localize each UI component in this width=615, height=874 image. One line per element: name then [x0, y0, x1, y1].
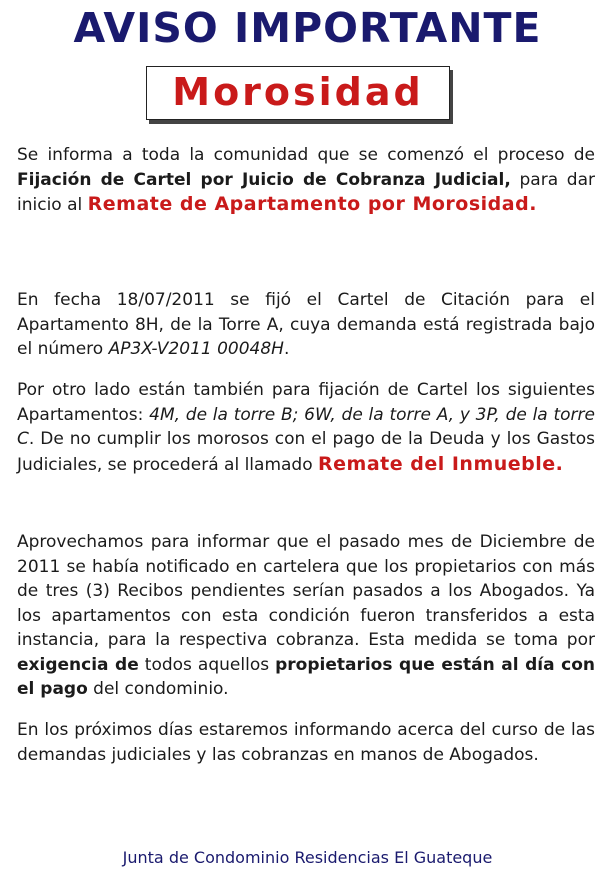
intro-highlight: Remate de Apartamento por Morosidad.: [87, 193, 537, 215]
paragraph-lawyers: [17, 530, 595, 702]
paragraph-citation: [17, 288, 595, 362]
lawyers-text-2: todos aquellos: [138, 654, 276, 675]
lawyers-emphasis-2: propietarios que están al día con el pago: [17, 654, 595, 699]
notice-subtitle: Morosidad: [172, 70, 424, 114]
intro-process-name: Fijación de Cartel por Juicio de Cobranza Judicial,: [17, 169, 511, 190]
citation-end: .: [283, 339, 290, 359]
lawyers-text: Aprovechamos para informar que el pasado mes de Diciembre de 2011 se había notificado en cartelera que los propietarios con más de tres (3) Recibos pendientes serían pasados a los Abogados. Ya los apartamentos con esta condición fueron transferidos a esta instancia, para la respectiva cobranza. Esta medida se toma por: [17, 532, 595, 650]
case-number: AP3X-V2011 00048H: [108, 339, 284, 359]
closing-text: En los próximos días estaremos informando acerca del curso de las demandas judiciales y las cobranzas en manos de Abogados.: [17, 720, 595, 765]
subtitle-box: [146, 66, 450, 120]
lawyers-text-3: del condominio.: [87, 679, 229, 699]
auction-highlight: Remate del Inmueble.: [318, 452, 564, 475]
paragraph-apartments: [17, 378, 595, 477]
apartments-text-2: . De no cumplir los morosos con el pago de la Deuda y los Gastos Judiciales, se procederá al llamado: [17, 429, 595, 475]
paragraph-intro: [17, 143, 595, 218]
notice-title: AVISO IMPORTANTE: [73, 4, 542, 52]
citation-text: En fecha 18/07/2011 se fijó el Cartel de Citación para el Apartamento 8H, de la Torre A, cuya demanda está registrada bajo el número: [17, 290, 595, 359]
intro-text: Se informa a toda la comunidad que se comenzó el proceso de: [17, 145, 595, 165]
intro-text-2: para dar inicio al: [17, 169, 596, 215]
footer-signature: Junta de Condominio Residencias El Guateque: [122, 848, 493, 867]
paragraph-closing: [17, 718, 595, 767]
apartments-text: Por otro lado están también para fijación de Cartel los siguientes Apartamentos:: [17, 380, 595, 425]
lawyers-emphasis-1: exigencia de: [17, 654, 139, 675]
apartments-list: 4M, de la torre B; 6W, de la torre A, y 3P, de la torre C: [17, 404, 595, 449]
